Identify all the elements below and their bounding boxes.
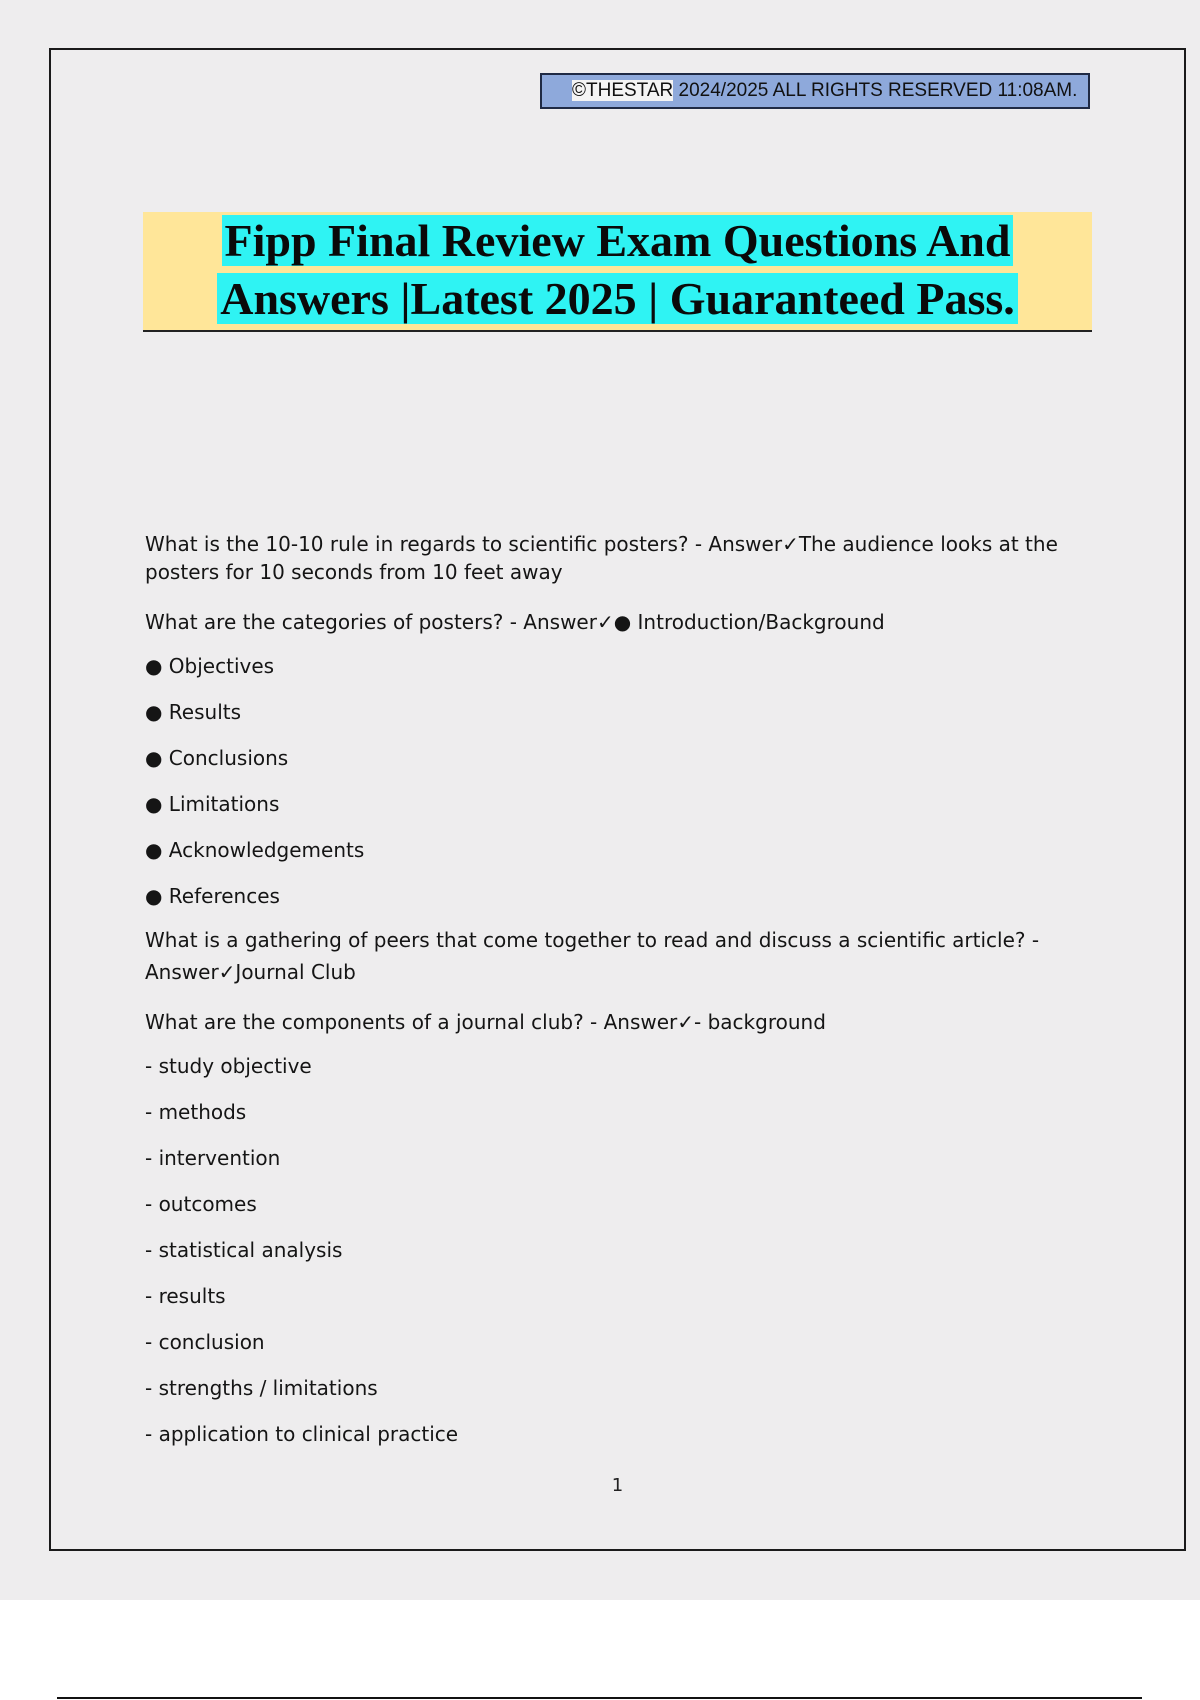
copyright-mark: ©THESTAR <box>572 80 674 101</box>
list-item: - study objective <box>145 1054 312 1078</box>
question-answer-3: What is a gathering of peers that come together to read and discuss a scientific article? - Answer✓Journal Club <box>145 928 1040 984</box>
title-line-1: Fipp Final Review Exam Questions And <box>222 215 1014 266</box>
document-body <box>145 530 1065 1466</box>
title-line-2: Answers |Latest 2025 | Guaranteed Pass. <box>217 273 1018 324</box>
list-item: ● References <box>145 884 280 908</box>
copyright-text: 2024/2025 ALL RIGHTS RESERVED 11:08AM. <box>673 80 1078 101</box>
list-item: - statistical analysis <box>145 1238 343 1262</box>
list-item: - application to clinical practice <box>145 1422 459 1446</box>
list-item: - strengths / limitations <box>145 1376 378 1400</box>
question-answer-4: What are the components of a journal club? - Answer✓- background <box>145 1010 826 1034</box>
list-item: ● Objectives <box>145 654 275 678</box>
page-number: 1 <box>611 1475 624 1496</box>
document-title <box>143 212 1092 332</box>
list-item: - conclusion <box>145 1330 265 1354</box>
bottom-divider <box>57 1697 1142 1699</box>
list-item: ● Conclusions <box>145 746 289 770</box>
list-item: ● Acknowledgements <box>145 838 365 862</box>
list-item: ● Results <box>145 700 242 724</box>
copyright-banner <box>540 73 1090 109</box>
list-item: ● Limitations <box>145 792 280 816</box>
list-item: - methods <box>145 1100 247 1124</box>
list-item: - intervention <box>145 1146 281 1170</box>
question-answer-2: What are the categories of posters? - Answer✓● Introduction/Background <box>145 610 885 634</box>
question-answer-1: What is the 10-10 rule in regards to scientific posters? - Answer✓The audience looks at the posters for 10 seconds from 10 feet away <box>145 532 1058 584</box>
list-item: - outcomes <box>145 1192 257 1216</box>
list-item: - results <box>145 1284 226 1308</box>
